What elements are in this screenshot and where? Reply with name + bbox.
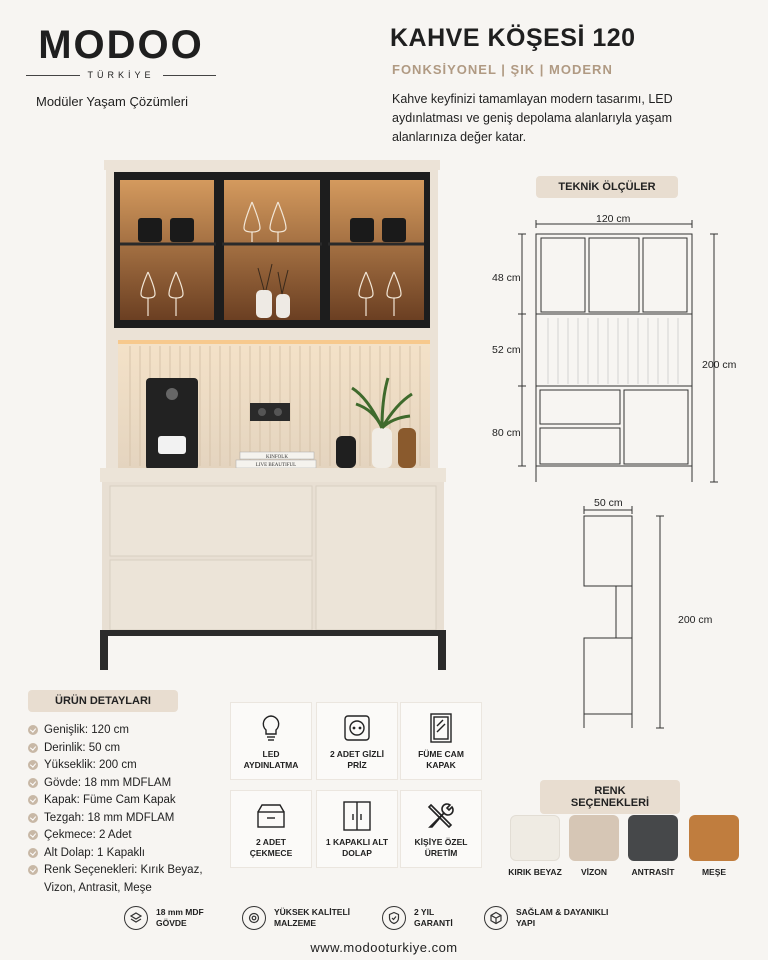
brand-logo [26, 24, 216, 80]
logo-subline [26, 70, 216, 80]
details-list [28, 722, 228, 897]
check-icon [28, 795, 38, 805]
feature-drawer [230, 790, 312, 868]
feature-led [230, 702, 312, 780]
product-title: KAHVE KÖŞESİ 120 [390, 24, 636, 52]
feature-label: 1 KAPAKLI ALT DOLAP [325, 837, 389, 858]
color-label: ANTRASİT [631, 867, 675, 877]
layers-icon [124, 906, 148, 930]
color-label: MEŞE [701, 867, 727, 877]
check-icon [28, 778, 38, 788]
feature-label: 2 ADET ÇEKMECE [249, 837, 293, 858]
drawer-icon [254, 802, 288, 830]
perk-line2: MALZEME [274, 918, 317, 928]
feature-label: LED AYDINLATMA [243, 749, 299, 770]
list-item: Genişlik: 120 cm [28, 722, 228, 740]
perk-mdf [124, 906, 204, 930]
book-title-top: KINFOLK [266, 455, 288, 460]
dim-side-height: 200 cm [678, 614, 713, 626]
logo-wordmark: MODOO [38, 23, 204, 67]
front-elevation-drawing [486, 210, 746, 490]
tools-icon [425, 800, 457, 832]
product-subtitle: FONKSİYONEL | ŞIK | MODERN [392, 62, 613, 77]
details-heading: ÜRÜN DETAYLARI [28, 690, 178, 712]
list-item: Alt Dolap: 1 Kapaklı [28, 845, 228, 863]
list-item: Gövde: 18 mm MDFLAM [28, 775, 228, 793]
dim-total-height: 200 cm [702, 359, 737, 371]
quality-badge-icon [242, 906, 266, 930]
check-icon [28, 725, 38, 735]
list-item: Kapak: Füme Cam Kapak [28, 792, 228, 810]
perk-line2: GARANTİ [414, 918, 453, 928]
color-swatch-vizon[interactable] [569, 815, 619, 861]
feature-label: 2 ADET GİZLİ PRİZ [330, 749, 384, 770]
list-item: Renk Seçenekleri: Kırık Beyaz, Vizon, Antrasit, Meşe [28, 862, 228, 897]
feature-cabinet-door [316, 790, 398, 868]
dim-width: 120 cm [596, 213, 631, 225]
list-item: Tezgah: 18 mm MDFLAM [28, 810, 228, 828]
glass-door-icon [429, 712, 453, 744]
website-link[interactable]: www.modooturkiye.com [310, 940, 458, 955]
feature-socket [316, 702, 398, 780]
check-icon [28, 760, 38, 770]
perk-line1: 2 YIL [414, 907, 435, 917]
check-icon [28, 813, 38, 823]
dimensions-heading: TEKNİK ÖLÇÜLER [536, 176, 678, 198]
divider [163, 75, 217, 76]
color-label: VİZON [581, 867, 607, 877]
list-item: Yükseklik: 200 cm [28, 757, 228, 775]
list-item: Derinlik: 50 cm [28, 740, 228, 758]
divider [26, 75, 80, 76]
color-label: KIRIK BEYAZ [508, 867, 562, 877]
perk-durable [484, 906, 608, 930]
dim-upper: 48 cm [492, 272, 521, 284]
side-elevation-drawing [576, 506, 666, 732]
led-bulb-icon [260, 713, 282, 743]
color-swatch-antrasit[interactable] [628, 815, 678, 861]
cabinet-door-icon [342, 800, 372, 832]
feature-label: KİŞİYE ÖZEL ÜRETİM [414, 837, 468, 858]
color-swatch-mese[interactable] [689, 815, 739, 861]
perk-line1: SAĞLAM & DAYANIKLI [516, 907, 609, 917]
check-icon [28, 865, 38, 875]
perk-line2: YAPI [516, 918, 536, 928]
perk-line2: GÖVDE [156, 918, 187, 928]
glass-cabinet-upper [114, 172, 430, 328]
perk-warranty [382, 906, 453, 930]
product-description: Kahve keyfinizi tamamlayan modern tasarımı, LED aydınlatması ve geniş depolama alanlarıyla yaşam alanlarınıza değer katar. [392, 92, 673, 144]
logo-country: TÜRKİYE [87, 70, 155, 80]
check-icon [28, 848, 38, 858]
cube-icon [484, 906, 508, 930]
dim-depth: 50 cm [594, 497, 623, 509]
feature-label: FÜME CAM KAPAK [418, 749, 464, 770]
feature-glass-door [400, 702, 482, 780]
dim-lower: 80 cm [492, 427, 521, 439]
product-image [100, 160, 446, 672]
list-item: Çekmece: 2 Adet [28, 827, 228, 845]
check-icon [28, 830, 38, 840]
check-icon [28, 743, 38, 753]
perk-line1: 18 mm MDF [156, 907, 204, 917]
feature-custom [400, 790, 482, 868]
perk-line1: YÜKSEK KALİTELİ [274, 907, 351, 917]
dim-middle: 52 cm [492, 344, 521, 356]
perk-quality [242, 906, 350, 930]
socket-icon [342, 713, 372, 743]
book-title-bottom: LIVE BEAUTIFUL [255, 463, 297, 468]
brand-tagline: Modüler Yaşam Çözümleri [36, 94, 188, 109]
color-swatch-kirik-beyaz[interactable] [510, 815, 560, 861]
colors-heading: RENK SEÇENEKLERİ [540, 780, 680, 814]
shield-check-icon [382, 906, 406, 930]
